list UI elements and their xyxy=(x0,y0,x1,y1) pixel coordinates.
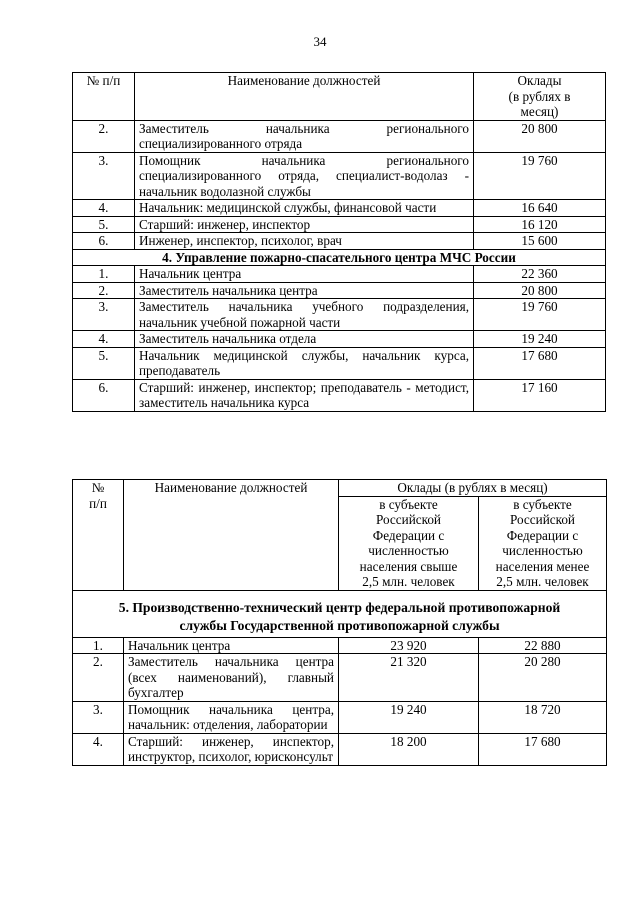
header-line: численностью xyxy=(368,543,449,558)
position-name: Начальник центра xyxy=(124,637,339,654)
table-row xyxy=(73,654,607,702)
salary-over: 19 240 xyxy=(339,701,479,733)
header-line: Российской xyxy=(376,512,441,527)
position-name: Начальник: медицинской службы, финансовой части xyxy=(135,200,474,217)
position-name: Заместитель начальника регионального специализированного отряда xyxy=(135,120,474,152)
salary-under: 20 280 xyxy=(479,654,607,702)
position-name: Инженер, инспектор, психолог, врач xyxy=(135,233,474,250)
row-number: 2. xyxy=(73,654,124,702)
header-num: № п/п xyxy=(73,73,135,121)
table-row xyxy=(73,282,606,299)
row-number: 3. xyxy=(73,299,135,331)
row-number: 1. xyxy=(73,637,124,654)
table-row xyxy=(73,233,606,250)
salary-under: 17 680 xyxy=(479,733,607,765)
table-row xyxy=(73,331,606,348)
salary-value: 16 120 xyxy=(474,216,606,233)
section-row xyxy=(73,249,606,266)
header-line: населения менее xyxy=(495,558,590,574)
header-salary-line: месяц) xyxy=(520,104,559,119)
salary-value: 20 800 xyxy=(474,120,606,152)
row-number: 2. xyxy=(73,282,135,299)
section-title-line: 5. Производственно-технический центр федеральной противопожарной xyxy=(118,599,561,615)
header-salary: Оклады (в рублях в месяц) xyxy=(339,480,607,497)
section-row xyxy=(73,590,607,637)
header-line: в субъекте xyxy=(513,496,572,512)
salary-value: 19 760 xyxy=(474,152,606,200)
salary-value: 19 760 xyxy=(474,299,606,331)
header-line: численностью xyxy=(502,543,583,558)
position-name: Старший: инженер, инспектор; преподаватель - методист, заместитель начальника курса xyxy=(135,379,474,411)
table-row xyxy=(73,299,606,331)
header-salary xyxy=(474,73,606,121)
position-name: Старший: инженер, инспектор, инструктор, психолог, юрисконсульт xyxy=(124,733,339,765)
header-num-line: п/п xyxy=(89,495,107,511)
header-line: Федерации с xyxy=(372,527,445,543)
salary-value: 22 360 xyxy=(474,266,606,283)
position-name: Помощник начальника центра, начальник: отделения, лаборатории xyxy=(124,701,339,733)
salary-over: 18 200 xyxy=(339,733,479,765)
row-number: 3. xyxy=(73,152,135,200)
position-name: Заместитель начальника учебного подразделения, начальник учебной пожарной части xyxy=(135,299,474,331)
header-line: 2,5 млн. человек xyxy=(362,574,455,589)
header-line: населения свыше xyxy=(359,558,458,574)
header-line: 2,5 млн. человек xyxy=(496,574,589,589)
table-row xyxy=(73,733,607,765)
table-row xyxy=(73,379,606,411)
table-row xyxy=(73,120,606,152)
row-number: 3. xyxy=(73,701,124,733)
row-number: 5. xyxy=(73,216,135,233)
header-position-name: Наименование должностей xyxy=(124,480,339,591)
header-salary-line: Оклады xyxy=(517,73,562,88)
page-number: 34 xyxy=(313,34,327,49)
salary-table-2 xyxy=(72,479,607,766)
row-number: 2. xyxy=(73,120,135,152)
header-population-over xyxy=(339,496,479,590)
header-line: в субъекте xyxy=(379,496,438,512)
header-num-line: № xyxy=(91,480,105,495)
header-population-under xyxy=(479,496,607,590)
section-title xyxy=(73,590,607,637)
table-row xyxy=(73,347,606,379)
position-name: Начальник медицинской службы, начальник курса, преподаватель xyxy=(135,347,474,379)
table-header-row xyxy=(73,73,606,121)
table-row xyxy=(73,216,606,233)
row-number: 1. xyxy=(73,266,135,283)
salary-over: 23 920 xyxy=(339,637,479,654)
salary-value: 15 600 xyxy=(474,233,606,250)
salary-value: 17 160 xyxy=(474,379,606,411)
position-name: Заместитель начальника центра xyxy=(135,282,474,299)
salary-under: 18 720 xyxy=(479,701,607,733)
salary-table-1 xyxy=(72,72,606,412)
row-number: 6. xyxy=(73,233,135,250)
row-number: 4. xyxy=(73,331,135,348)
section-title: 4. Управление пожарно-спасательного центра МЧС России xyxy=(73,249,606,266)
salary-value: 20 800 xyxy=(474,282,606,299)
table-row xyxy=(73,200,606,217)
salary-value: 17 680 xyxy=(474,347,606,379)
table-row xyxy=(73,152,606,200)
header-line: Российской xyxy=(510,512,575,527)
salary-under: 22 880 xyxy=(479,637,607,654)
row-number: 4. xyxy=(73,200,135,217)
header-position-name: Наименование должностей xyxy=(135,73,474,121)
position-name: Начальник центра xyxy=(135,266,474,283)
header-salary-line: (в рублях в xyxy=(508,88,571,104)
salary-value: 19 240 xyxy=(474,331,606,348)
table-row xyxy=(73,637,607,654)
table-row xyxy=(73,266,606,283)
section-title-line: службы Государственной противопожарной службы xyxy=(179,617,500,633)
position-name: Заместитель начальника отдела xyxy=(135,331,474,348)
row-number: 5. xyxy=(73,347,135,379)
header-line: Федерации с xyxy=(506,527,579,543)
table-row xyxy=(73,701,607,733)
row-number: 4. xyxy=(73,733,124,765)
position-name: Помощник начальника регионального специализированного отряда, специалист-водолаз - начальник водолазной службы xyxy=(135,152,474,200)
table-header-row xyxy=(73,480,607,497)
salary-over: 21 320 xyxy=(339,654,479,702)
position-name: Старший: инженер, инспектор xyxy=(135,216,474,233)
row-number: 6. xyxy=(73,379,135,411)
position-name: Заместитель начальника центра (всех наименований), главный бухгалтер xyxy=(124,654,339,702)
header-num xyxy=(73,480,124,591)
salary-value: 16 640 xyxy=(474,200,606,217)
